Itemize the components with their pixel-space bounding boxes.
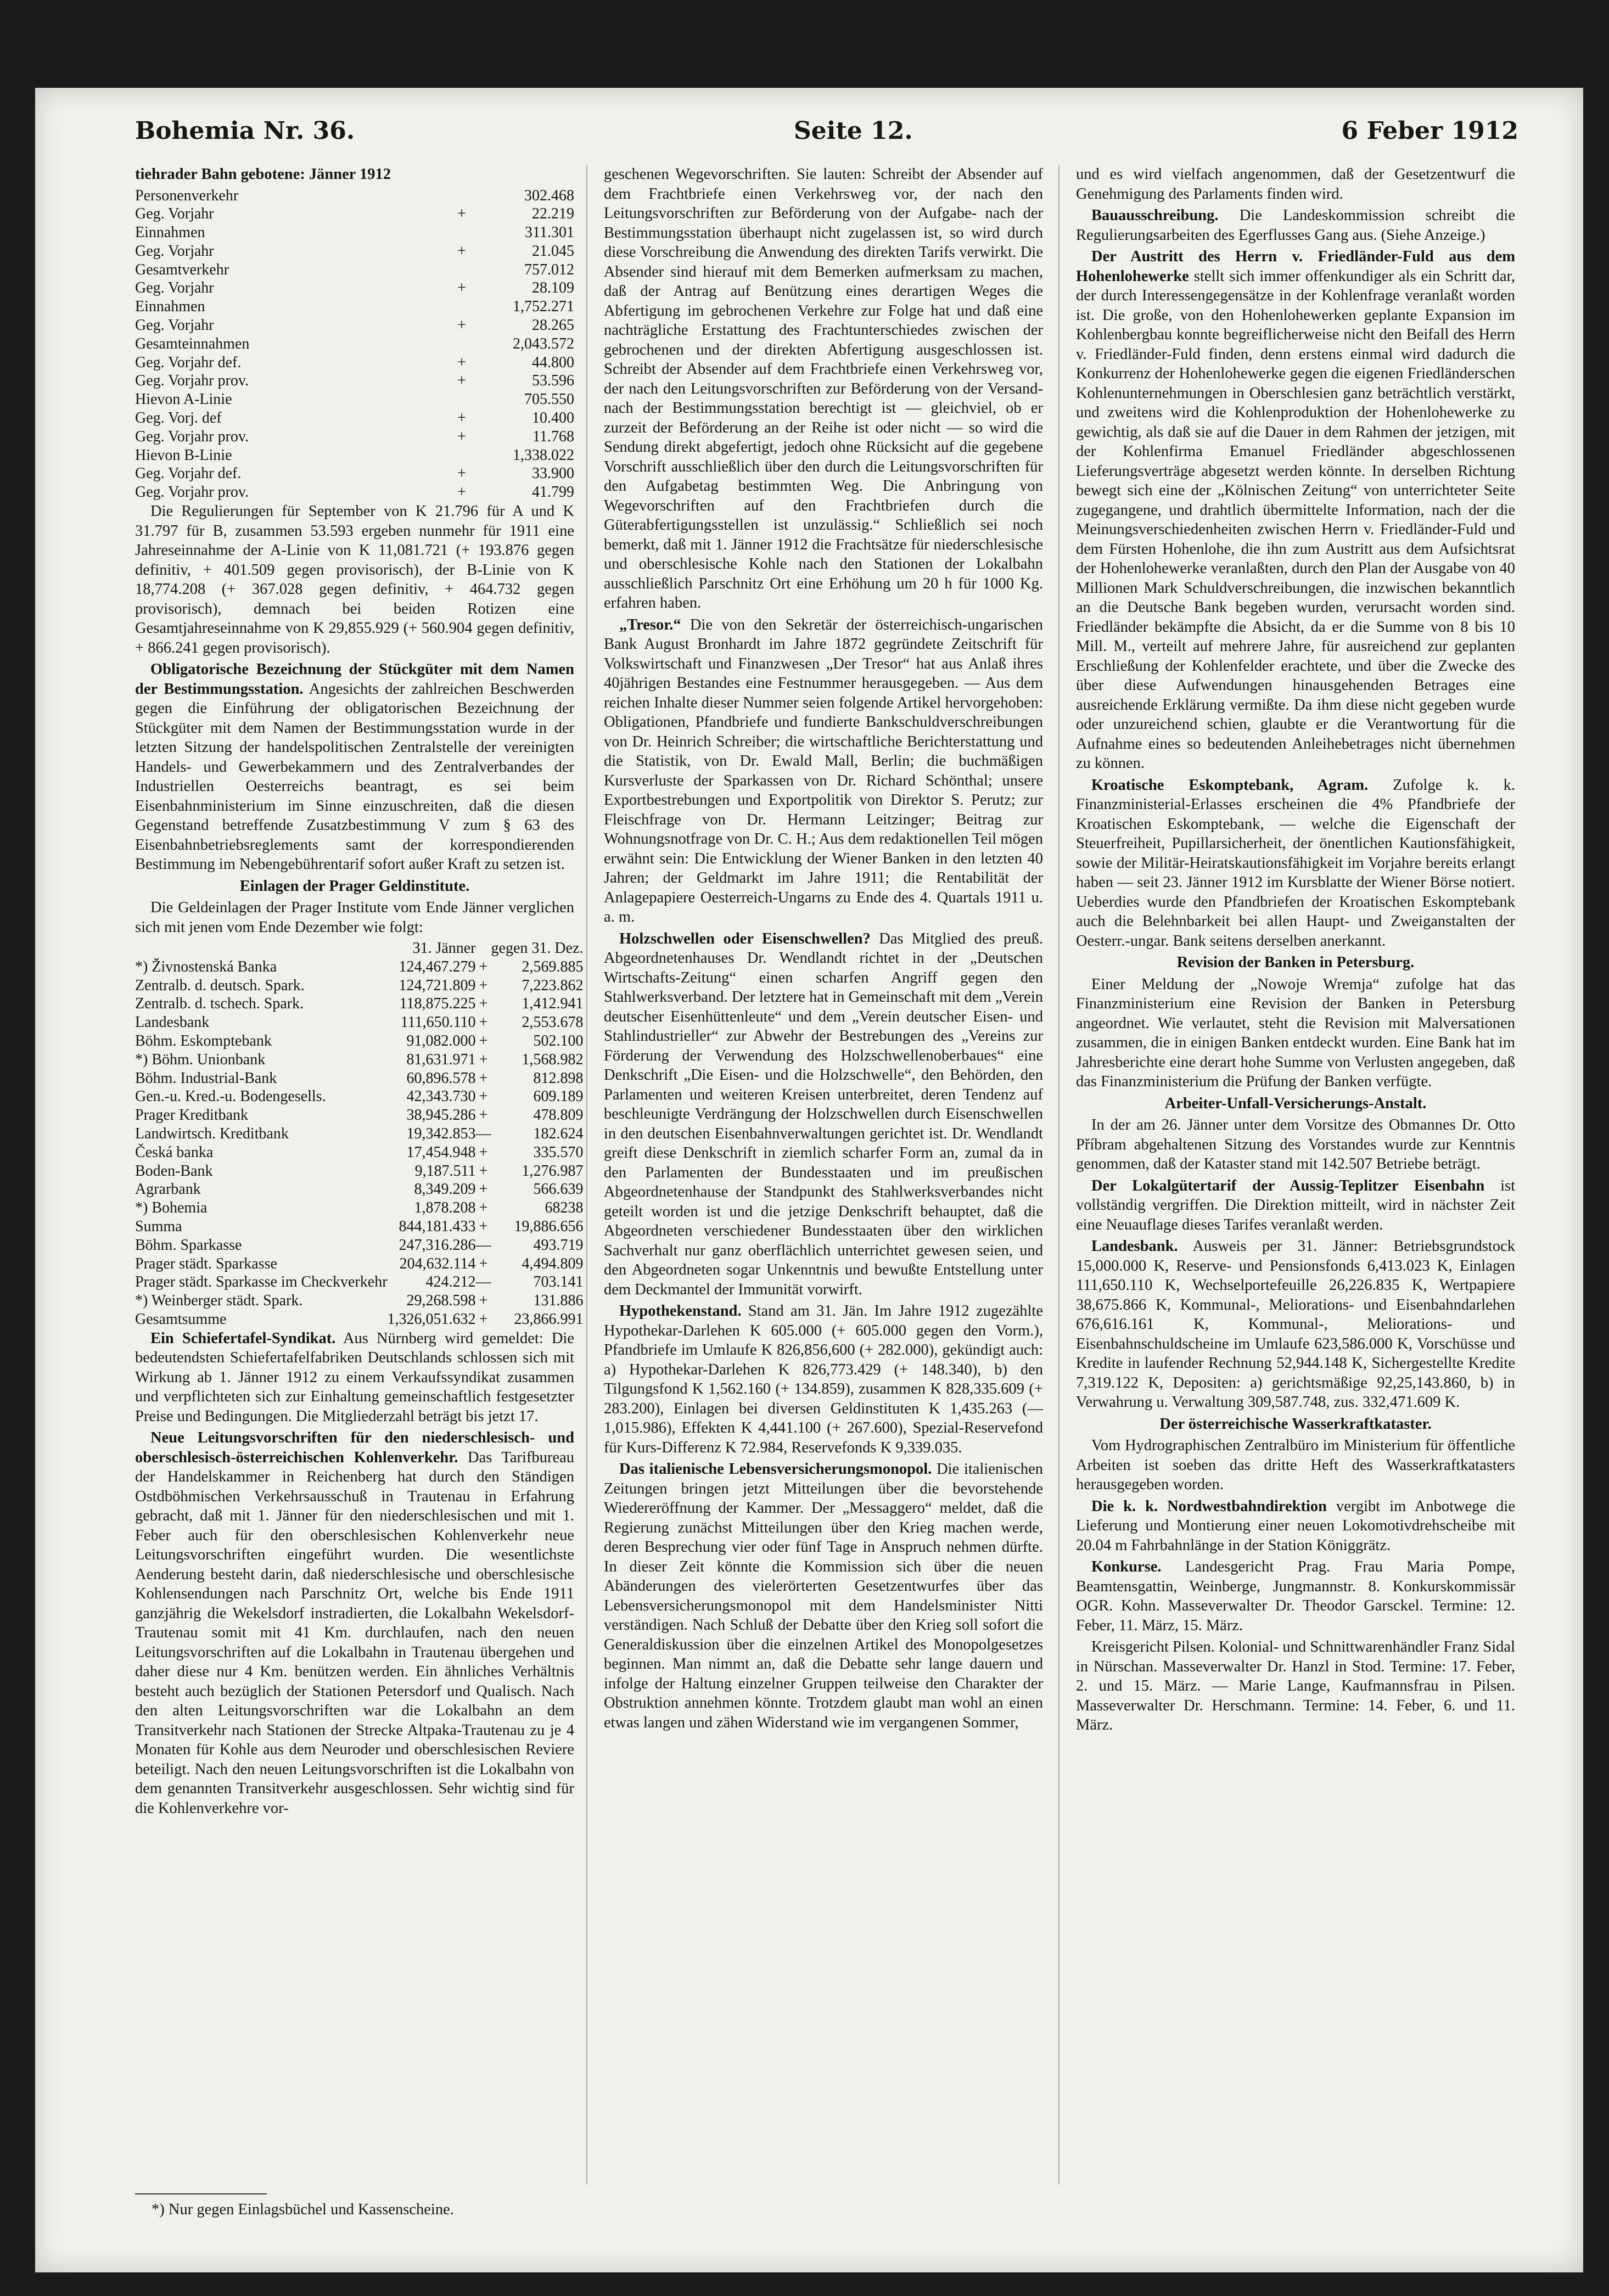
- row-delta: 4,494.809: [522, 1255, 584, 1272]
- row-sign: +: [479, 1292, 488, 1310]
- row-value: 81,631.971: [406, 1051, 476, 1068]
- row-value: 111,650.110: [400, 1014, 476, 1031]
- row-label: Landwirtsch. Kreditbank: [135, 1125, 289, 1143]
- row-value: 22.219: [532, 205, 574, 223]
- row-value: 28.265: [532, 317, 574, 334]
- row-sign: +: [479, 1069, 488, 1087]
- row-label: Geg. Vorjahr: [135, 242, 214, 260]
- column-1: [135, 165, 584, 1820]
- row-delta: 182.624: [533, 1125, 584, 1143]
- article-heading: Obligatorische Bezeichnung der Stückgüter mit dem Namen der Bestimmungsstation.: [135, 661, 574, 698]
- row-label: Geg. Vorjahr def.: [135, 353, 242, 371]
- row-label: Prager städt. Sparkasse im Checkverkehr: [135, 1273, 388, 1291]
- article-heading: Neue Leitungsvorschriften für den niederschlesisch- und oberschlesisch-österreichischen Kohlenverkehr.: [135, 1429, 574, 1466]
- row-value: 302.468: [524, 187, 574, 204]
- row-sign: +: [457, 372, 466, 390]
- row-value: 1,338.022: [513, 446, 574, 464]
- article-text: Die Regulierungen für September von K 21.796 für A und K 31.797 für B, zusammen 53.593 ergeben nunmehr für 1911 eine Jahreseinnahme der A-Linie von K 11,081.721 (+ 193.876 gegen definitiv, + 401.509 gegen provisorisch), der B-Linie von K 18,774.208 (+ 367.028 gegen definitiv, + 464.732 gegen provisorisch), demnach bei beiden Rotizen eine Gesamtjahreseinnahme von K 29,855.929 (+ 560.904 gegen definitiv, + 866.241 gegen provisorisch).: [135, 503, 574, 656]
- row-delta: 335.570: [533, 1143, 584, 1161]
- row-label: *) Weinberger städt. Spark.: [135, 1292, 303, 1310]
- row-value: 124,467.279: [399, 958, 476, 975]
- row-sign: +: [479, 1143, 488, 1161]
- article-text: ist vollständig vergriffen. Die Direktion mitteilt, wird in nächster Zeit eine Neuauflage dieses Tarifes veranlaßt werden.: [1076, 1177, 1515, 1233]
- row-label: Böhm. Sparkasse: [135, 1236, 242, 1254]
- article-heading: Der Austritt des Herrn v. Friedländer-Fuld aus dem Hohenlohewerke: [1076, 248, 1515, 285]
- row-sign: +: [457, 428, 466, 445]
- row-sign: —: [475, 1236, 491, 1254]
- row-value: 204,632.114: [399, 1255, 476, 1272]
- table-row: [135, 1087, 583, 1106]
- article-text: geschenen Wegevorschriften. Sie lauten: Schreibt der Absender auf dem Frachtbriefe einen Verkehrsweg vor, der nach den Leitungsvorschriften zur Beförderung von der Aufgabe- nach der Bestimmungsstation überhaupt nicht zugelassen ist, so wird durch diese Vorschreibung die Anwendung des direkten Tarifs verwirkt. Die Absender sind hierauf mit dem Bemerken aufmerksam zu machen, daß der Antrag auf Benützung eines derartigen Weges die Abfertigung im gebrochenen Verkehre zur Folge hat und daß eine nachträgliche Erstattung des Frachtunterschiedes zwischen der gebrochenen und der direkten Abfertigung ausgeschlossen ist. Schreibt der Absender auf dem Frachtbriefe einen Verkehrsweg vor, der nach den Leitungsvorschriften zur Beförderung von der Versand- nach der Bestimmungsstation berechtigt ist — gleichviel, ob er zurzeit der Beförderung an der Reihe ist oder nicht — so wird die Sendung direkt abgefertigt, jedoch ohne Rücksicht auf die gegebene Vorschrift ausschließlich über den durch die Leitungsvorschriften für den Aufgabetag bestimmten Weg. Die Anbringung von Wegevorschriften auf den Frachtbriefen durch die Güterabfertigungsstellen ist unzulässig.“ Schließlich sei noch bemerkt, daß mit 1. Jänner 1912 die Frachtsätze für niederschlesische und oberschlesische Kohle nach den Stationen der Lokalbahn ausschließlich Parschnitz Ort eine Erhöhung um 20 h für 1000 Kg. erfahren haben.: [604, 166, 1043, 611]
- table-row: [135, 1310, 583, 1329]
- article-heading: Revision der Banken in Petersburg.: [1176, 954, 1415, 971]
- row-label: Hievon A-Linie: [135, 391, 232, 408]
- column-3: [1076, 165, 1515, 1737]
- table-row: [135, 205, 574, 223]
- article-heading: Holzschwellen oder Eisenschwellen?: [619, 930, 871, 947]
- row-value: 8,349.209: [414, 1181, 476, 1198]
- row-delta: 1,276.987: [522, 1162, 584, 1180]
- row-sign: +: [479, 1199, 488, 1217]
- row-value: 17,454.948: [406, 1143, 476, 1161]
- table-row: [135, 464, 574, 483]
- row-label: Einnahmen: [135, 224, 205, 242]
- header-title: Bohemia Nr. 36.: [135, 117, 355, 145]
- row-sign: +: [457, 317, 466, 334]
- row-sign: +: [457, 242, 466, 260]
- row-delta: 23,866.991: [514, 1310, 584, 1328]
- row-value: 42,343.730: [406, 1088, 476, 1105]
- article-text: Kreisgericht Pilsen. Kolonial- und Schnittwarenhändler Franz Sidal in Nürschan. Masseverwalter Dr. Hanzl in Stod. Termine: 17. Feber, 2. und 15. März. — Marie Lange, Kaufmannsfrau in Pilsen. Masseverwalter Dr. Herschmann. Termine: 14. Feber, 6. und 11. März.: [1076, 1638, 1515, 1733]
- table-row: [135, 242, 574, 261]
- table-row: [135, 390, 574, 409]
- row-label: Landesbank: [135, 1014, 210, 1031]
- table-row: [135, 1162, 583, 1181]
- column-divider: [586, 165, 587, 2185]
- table-row: [135, 372, 574, 390]
- row-value: 60,896.578: [406, 1069, 476, 1087]
- row-label: *) Böhm. Unionbank: [135, 1051, 266, 1068]
- row-sign: +: [457, 353, 466, 371]
- row-delta: 703.141: [533, 1273, 584, 1291]
- row-sign: +: [479, 1051, 488, 1068]
- row-label: Einnahmen: [135, 298, 205, 316]
- row-value: 44.800: [532, 353, 574, 371]
- article-text: In der am 26. Jänner unter dem Vorsitze des Obmannes Dr. Otto Příbram abgehaltenen Sitzung des Vorstandes wurde zur Kenntnis genommen, daß der Kataster stand mit 142.507 Betriebe beträgt.: [1076, 1116, 1515, 1172]
- row-label: Geg. Vorjahr def.: [135, 465, 242, 482]
- row-value: 124,721.809: [399, 976, 476, 994]
- row-sign: +: [479, 1218, 488, 1235]
- row-sign: +: [479, 1310, 488, 1328]
- row-value: 11.768: [532, 428, 574, 445]
- row-label: Česká banka: [135, 1143, 214, 1161]
- row-label: Summa: [135, 1218, 182, 1235]
- row-delta: 1,568.982: [522, 1051, 584, 1068]
- article-text: Die italienischen Zeitungen bringen jetzt Mitteilungen über die bevorstehende Wiedereröffnung der Kammer. Der „Messaggero“ meldet, daß die Regierung zunächst Mitteilungen über den Krieg machen werde, deren Besprechung vier oder fünf Tage in Anspruch nehmen dürfte. In dieser Zeit könnte die Kommission sich über die neuen Abänderungen des vielerörterten Gesetzentwurfes über das Lebensversicherungsmonopol mit dem Handelsminister Nitti verständigen. Nach Schluß der Debatte über den Krieg soll sofort die Generaldiskussion über die einzelnen Artikel des Monopolgesetzes beginnen. Man nimmt an, daß die Debatte sehr lange dauern und infolge der Haltung einzelner Gruppen teilweise den Charakter der Obstruktion annehmen könnte. Trotzdem glaubt man wohl an einen etwas langen und zähen Widerstand wie im vergangenen Sommer,: [604, 1461, 1043, 1731]
- row-delta: 7,223.862: [522, 976, 584, 994]
- row-delta: 68238: [545, 1199, 584, 1217]
- article-heading: „Tresor.“: [619, 616, 681, 633]
- row-sign: +: [479, 1181, 488, 1198]
- article-heading: Der Lokalgütertarif der Aussig-Teplitzer Eisenbahn: [1091, 1177, 1485, 1194]
- row-delta: 566.639: [533, 1181, 584, 1198]
- row-label: Zentralb. d. tschech. Spark.: [135, 995, 304, 1013]
- row-value: 247,316.286: [399, 1236, 476, 1254]
- row-label: Geg. Vorj. def: [135, 409, 222, 427]
- article-text: Landesgericht Prag. Frau Maria Pompe, Beamtensgattin, Weinberge, Jungmannstr. 8. Konkurskommissär OGR. Kohn. Masseverwalter Dr. Theodor Garsckel. Termine: 12. Feber, 11. März, 15. März.: [1076, 1558, 1516, 1634]
- bank-deposits-table: [135, 939, 583, 1329]
- row-sign: +: [479, 1088, 488, 1105]
- table-row: [135, 223, 574, 242]
- row-value: 311.301: [525, 224, 574, 242]
- row-value: 9,187.511: [414, 1162, 476, 1180]
- row-delta: 2,569.885: [522, 958, 584, 975]
- article-heading: Landesbank.: [1091, 1238, 1178, 1255]
- table-row: [135, 995, 583, 1013]
- row-delta: 502.100: [533, 1032, 584, 1050]
- row-delta: 2,553.678: [522, 1014, 584, 1031]
- row-label: Gesamteinnahmen: [135, 335, 250, 352]
- article-text: Das Tarifbureau der Handelskammer in Reichenberg hat durch den Ständigen Ostdböhmischen Verkehrsausschuß in Trautenau in Erfahrung gebracht, daß mit 1. Jänner für den niederschlesischen und mit 1. Feber auch für den oberschlesischen Kohlenverkehr neue Leitungsvorschriften eingeführt wurden. Die wesentlichste Aenderung besteht darin, daß niederschlesische und oberschlesische Kohlensendungen nach Parschnitz Ort, welche bis Ende 1911 ganzjährig die Wekelsdorf instradierten, die Lokalbahn Wekelsdorf-Trautenau somit mit 41 Km. durchlaufen, nach den neuen Leitungsvorschriften auf die Lokalbahn in Trautenau übergehen und daher diese nur 4 Km. benützen werden. Ein ähnliches Verhältnis besteht auch bezüglich der Stationen Petersdorf und Qualisch. Nach den alten Leitungsvorschriften war die Lokalbahn an dem Transitverkehr nach Stationen der Strecke Altpaka-Trautenau zu je 4 Monaten für Kohle aus dem Neuroder und oberschlesischen Reviere beteiligt. Nach den neuen Leitungsvorschriften ist die Lokalbahn von dem genannten Transitverkehr ausgeschlossen. Sehr wichtig sind für die Kohlenverkehre vor-: [135, 1449, 574, 1817]
- table-row: [135, 353, 574, 372]
- table-row: [135, 297, 574, 316]
- table-row: [135, 1143, 583, 1162]
- article-text: und es wird vielfach angenommen, daß der Gesetzentwurf die Genehmigung des Parlaments finden wird.: [1076, 166, 1515, 203]
- article-heading: Kroatische Eskomptebank, Agram.: [1091, 776, 1369, 794]
- row-value: 757.012: [524, 261, 574, 278]
- row-sign: +: [457, 205, 466, 223]
- article-text: Die Landeskommission schreibt die Regulierungsarbeiten des Egerflusses Gang aus. (Siehe Anzeige.): [1076, 207, 1515, 244]
- article-text: Ausweis per 31. Jänner: Betriebsgrundstock 15,000.000 K, Reserve- und Pensionsfonds 6,413.023 K, Einlagen 111,650.110 K, Wechselportefeuille 26,226.835 K, Wertpapiere 38,675.866 K, Kommunal-, Meliorations- und Eisenbahndarlehen 676,616.161 K, Kommunal-, Meliorations- und Eisenbahnschuldscheine im Umlaufe 623,586.000 K, Vorschüsse und Kredite in laufender Rechnung 52,944.148 K, Sichergestellte Kredite 7,319.122 K, Depositen: a) gerichtsmäßige 92,25,143.860, b) in Verwahrung u. Verwaltung 309,587.748, zus. 332,471.609 K.: [1076, 1238, 1515, 1411]
- row-label: Geg. Vorjahr prov.: [135, 428, 249, 445]
- column-divider: [1058, 165, 1059, 2185]
- article-heading: Hypothekenstand.: [619, 1303, 742, 1320]
- row-sign: [453, 261, 470, 279]
- row-value: 10.400: [532, 409, 574, 427]
- row-label: Hievon B-Linie: [135, 446, 232, 464]
- footnote-rule: [135, 2193, 267, 2194]
- article-heading: Das italienische Lebensversicherungsmonopol.: [619, 1461, 932, 1478]
- row-delta: 609.189: [533, 1088, 584, 1105]
- row-sign: +: [457, 279, 466, 297]
- table-row: [135, 316, 574, 335]
- row-label: Geg. Vorjahr: [135, 317, 214, 334]
- row-value: 21.045: [532, 242, 574, 260]
- table-row: [135, 1273, 583, 1292]
- article-text: Aus Nürnberg wird gemeldet: Die bedeutendsten Schiefertafelfabriken Deutschlands schlossen sich mit Wirkung ab 1. Jänner 1912 zu einem Verkaufssyndikat zusammen und verpflichteten sich zur Einhaltung gemeinschaftlich festgesetzter Preise und Bedingungen. Die Mitgliederzahl beträgt bis jetzt 17.: [135, 1329, 574, 1425]
- row-sign: [453, 446, 470, 465]
- row-value: 33.900: [532, 465, 574, 482]
- article-heading: Die k. k. Nordwestbahndirektion: [1091, 1497, 1327, 1515]
- row-delta: 1,412.941: [522, 995, 584, 1013]
- row-label: Gesamtsumme: [135, 1310, 227, 1328]
- bank-col-jan: 31. Jänner: [412, 940, 476, 957]
- row-label: Geg. Vorjahr prov.: [135, 372, 249, 390]
- row-sign: +: [479, 958, 488, 975]
- row-value: 424.212: [425, 1273, 476, 1291]
- footnote: *) Nur gegen Einlagsbüchel und Kassenscheine.: [152, 2201, 454, 2218]
- railway-revenue-table: [135, 187, 574, 502]
- row-label: Boden-Bank: [135, 1162, 213, 1180]
- row-sign: +: [457, 465, 466, 482]
- bank-col-dec: gegen 31. Dez.: [491, 940, 584, 957]
- row-delta: 493.719: [533, 1236, 584, 1254]
- article-heading: Ein Schiefertafel-Syndikat.: [150, 1329, 336, 1347]
- row-label: Böhm. Industrial-Bank: [135, 1069, 277, 1087]
- row-label: Prager städt. Sparkasse: [135, 1255, 277, 1272]
- table-row: [135, 1069, 583, 1088]
- article-text: Das Mitglied des preuß. Abgeordnetenhauses Dr. Wendlandt richtet in der „Deutschen Wirtschafts-Zeitung“ einen scharfen Angriff gegen den Stahlwerksverband. Der letztere hat in Gemeinschaft mit dem „Verein deutscher Eisenhüttenleute“ und dem „Verein deutscher Eisen- und Stahlindustrieller“ zur Abwehr der Bestrebungen des „Vereins zur Förderung der Verwendung des Holzschwellenoberbaues“ eine Denkschrift „Die Eisen- und die Holzschwelle“, den Behörden, den Parlamenten und weiteren Kreisen unterbreitet, deren Tendenz auf beschleunigte Verdrängung der Holzschwellen durch Eisenschwellen in den deutschen Eisenbahnverwaltungen gerichtet ist. Dr. Wendlandt greift diese Denkschrift in ziemlich scharfer Form an, zumal da in den Parlamenten der Bundesstaaten und im preußischen Abgeordnetenhause der Standpunkt des Stahlwerksverbandes nicht geteilt worden ist und die jetzige Denkschrift behauptet, daß die Abgeordneten verschiedener Bundesstaaten über den wirklichen Sachverhalt nur ganz oberflächlich unterrichtet gewesen seien, und den Abgeordneten sogar Unkenntnis und bewußte Entstellung unter dem Deckmantel der Immunität vorwirft.: [604, 930, 1043, 1298]
- table-row: [135, 976, 583, 995]
- table-row: [135, 1180, 583, 1199]
- row-delta: 19,886.656: [514, 1218, 584, 1235]
- table-row: [135, 1106, 583, 1125]
- row-sign: +: [457, 484, 466, 501]
- row-label: Geg. Vorjahr: [135, 205, 214, 223]
- row-delta: 131.886: [533, 1292, 584, 1310]
- table-row: [135, 279, 574, 297]
- row-sign: +: [479, 1014, 488, 1031]
- row-value: 38,945.286: [406, 1107, 476, 1124]
- table-row: [135, 409, 574, 428]
- railway-intro: tiehrader Bahn gebotene: Jänner 1912: [135, 166, 391, 183]
- row-sign: +: [479, 1162, 488, 1180]
- row-sign: +: [479, 976, 488, 994]
- row-value: 53.596: [532, 372, 574, 390]
- row-label: Gen.-u. Kred.-u. Bodengesells.: [135, 1088, 326, 1105]
- row-value: 19,342.853: [406, 1125, 476, 1143]
- row-value: 118,875.225: [399, 995, 476, 1013]
- row-sign: —: [475, 1273, 491, 1291]
- row-label: *) Bohemia: [135, 1199, 208, 1217]
- article-text: Die Geldeinlagen der Prager Institute vom Ende Jänner verglichen sich mit jenen vom Ende Dezember wie folgt:: [135, 899, 574, 936]
- article-heading: Konkurse.: [1091, 1558, 1162, 1575]
- row-value: 2,043.572: [513, 335, 574, 352]
- table-row: [135, 187, 574, 205]
- row-value: 705.550: [524, 391, 574, 408]
- row-value: 1,878.208: [414, 1199, 476, 1217]
- row-label: Prager Kreditbank: [135, 1107, 249, 1124]
- article-heading: Der österreichische Wasserkraftkataster.: [1159, 1415, 1432, 1433]
- row-sign: +: [457, 409, 466, 427]
- article-heading: Arbeiter-Unfall-Versicherungs-Anstalt.: [1164, 1094, 1427, 1112]
- row-delta: 478.809: [533, 1107, 584, 1124]
- table-row: [135, 1051, 583, 1069]
- table-row: [135, 958, 583, 976]
- row-label: Gesamtverkehr: [135, 261, 229, 278]
- row-label: Personenverkehr: [135, 187, 239, 204]
- row-value: 91,082.000: [406, 1032, 476, 1050]
- table-row: [135, 446, 574, 465]
- table-row: [135, 1292, 583, 1310]
- row-value: 28.109: [532, 279, 574, 297]
- row-sign: +: [479, 1107, 488, 1124]
- column-2: [604, 165, 1043, 1734]
- row-sign: +: [479, 1032, 488, 1050]
- table-row: [135, 1199, 583, 1217]
- article-text: Vom Hydrographischen Zentralbüro im Ministerium für öffentliche Arbeiten ist soeben das dritte Heft des Wasserkraftkatasters herausgegeben worden.: [1076, 1437, 1515, 1493]
- row-value: 29,268.598: [406, 1292, 476, 1310]
- table-row: [135, 1125, 583, 1143]
- row-value: 844,181.433: [399, 1218, 476, 1235]
- article-text: vergibt im Anbotwege die Lieferung und Montierung einer neuen Lokomotivdrehscheibe mit 20.04 m Fahrbahnlänge in der Station Königgrätz.: [1076, 1497, 1515, 1554]
- table-row: [135, 428, 574, 446]
- row-sign: [453, 187, 470, 205]
- table-row: [135, 335, 574, 353]
- row-label: *) Živnostenská Banka: [135, 958, 277, 975]
- row-label: Geg. Vorjahr prov.: [135, 484, 249, 501]
- row-value: 1,326,051.632: [387, 1310, 476, 1328]
- header-page-number: Seite 12.: [794, 117, 913, 145]
- article-text: Stand am 31. Jän. Im Jahre 1912 zugezählte Hypothekar-Darlehen K 605.000 (+ 605.000 gegen den Vorm.), Pfandbriefe im Umlaufe K 826,856,600 (+ 282.000), gekündigt auch: a) Hypothekar-Darlehen K 826,773.429 (+ 148.340), b) den Tilgungsfond K 1,562.160 (+ 134.859), zusammen K 828,335.609 (+ 283.200), Einlagen bei diversen Geldinstituten K 1,435.263 (— 1,015.986), Effekten K 4,441.100 (+ 267.600), Spezial-Reservefond für Kurs-Differenz K 72.984, Reservefonds K 9,339.035.: [604, 1303, 1043, 1456]
- row-sign: +: [479, 1255, 488, 1272]
- row-sign: [453, 335, 470, 353]
- table-row: [135, 483, 574, 502]
- row-delta: 812.898: [533, 1069, 584, 1087]
- article-text: Die von den Sekretär der österreichisch-ungarischen Bank August Bronhardt im Jahre 1872 gegründete Zeitschrift für Volkswirtschaft und Finanzwesen „Der Tresor“ hat aus Anlaß ihres 40jährigen Bestandes eine Festnummer herausgegeben. — Aus dem reichen Inhalte dieser Nummer seien folgende Artikel hervorgehoben: Obligationen, Pfandbriefe und fundierte Bankschuldverschreibungen von Dr. Heinrich Schreiber; die wirtschaftliche Berichterstattung und die Statistik, von Dr. Ewald Mall, Berlin; die buchmäßigen Kursverluste der Sparkassen von Dr. Richard Schönthal; unsere Exportbestrebungen und Exportpolitik von Direktor S. Perutz; zur Fleischfrage von Dr. Hermann Leitzinger; Beitrag zur Wohnungsnotfrage von Dr. C. H.; Aus dem redaktionellen Teil mögen erwähnt sein: Die Entwicklung der Wiener Banken in den letzten 40 Jahren; der Geldmarkt im Jahre 1911; die Rentabilität der Anlagepapiere Oesterreich-Ungarns zu Ende des 4. Quartals 1911 u. a. m.: [604, 616, 1043, 925]
- article-heading: Bauausschreibung.: [1091, 207, 1219, 224]
- row-sign: [453, 223, 470, 242]
- row-sign: —: [475, 1125, 491, 1143]
- header-date: 6 Feber 1912: [1341, 117, 1518, 145]
- article-text: Einer Meldung der „Nowoje Wremja“ zufolge hat das Finanzministerium eine Revision der Banken in Petersburg angeordnet. Wie verlautet, steht die Revision mit Malversationen zusammen, die in einigen Banken entdeckt wurden. Eine Bank hat im Jahresberichte eine derart hohe Summe von Verlusten angegeben, daß das Finanzministerium die Prüfung der Banken verfügte.: [1076, 975, 1515, 1090]
- row-sign: [453, 390, 470, 409]
- row-sign: +: [479, 995, 488, 1013]
- row-label: Geg. Vorjahr: [135, 279, 214, 297]
- row-value: 1,752.271: [513, 298, 574, 316]
- article-text: stellt sich immer offenkundiger als ein Schritt dar, der durch Interessengegensätze in der Kohlenfrage veranlaßt worden ist. Die große, von den Hohenlohewerken geplante Expansion im Kohlenbergbau konnte begreiflicherweise nicht den Beifall des Herrn v. Friedländer-Fuld finden, denn erstens einmal wird dadurch die Konkurrenz der Hohenlohewerke gegen die eigenen Friedländerschen Kohlenunternehmungen in Oberschlesien ganz beträchtlich verstärkt, und zweitens wird die Kohlenproduktion der Hohenlohewerke zu gewichtig, als daß sie auf die Dauer in dem Rahmen der jetzigen, mit der Kohlenfirma Emanuel Friedländer abgeschlossenen Lieferungsverträge abgesetzt werden könnte. In derselben Richtung bewegt sich eine der „Kölnischen Zeitung“ von unterrichteter Seite zugegangene, und drahtlich übermittelte Information, nach der die Meinungsverschiedenheiten zwischen Herrn v. Friedländer-Fuld und dem Fürsten Hohenlohe, die ihn zum Austritt aus dem Aufsichtsrat der Hohenlohewerke veranlaßten, durch den Plan der Ausgabe von 40 Millionen Mark Schuldverschreibungen, die inzwischen bekanntlich an die Deutsche Bank begeben wurden, verursacht worden sind. Friedländer bekämpfte die Absicht, da er die Summe von 8 bis 10 Mill. M., verteilt auf mehrere Jahre, für ausreichend zur geplanten Erschließung der Kohlenfelder erachtete, und über die Zwecke des über diese Aufwendungen hinausgehenden Betrages eine ausreichende Erklärung vermißte. Da ihm diese nicht gegeben wurde oder unzureichend schien, glaubte er die Verantwortung für die Aufnahme eines so bedeutenden Anleihebetrages nicht übernehmen zu können.: [1076, 267, 1515, 772]
- article-text: Angesichts der zahlreichen Beschwerden gegen die Einführung der obligatorischen Bezeichnung der Stückgüter mit dem Namen der Bestimmungsstation wurde in der letzten Sitzung der handelspolitischen Zentralstelle der vereinigten Handels- und Gewerbekammern und des Zentralverbandes der Industriellen Oesterreichs beantragt, es sei beim Eisenbahnministerium im Sinne einzuschreiten, daß die diesen Gegenstand betreffende Zusatzbestimmung V zum § 63 des Eisenbahnbetriebsreglements samt der korrespondierenden Bestimmung im Nebengebührentarif sofort außer Kraft zu setzen ist.: [135, 680, 574, 873]
- table-row: [135, 1236, 583, 1255]
- row-label: Böhm. Eskomptebank: [135, 1032, 272, 1050]
- row-label: Zentralb. d. deutsch. Spark.: [135, 976, 305, 994]
- table-row: [135, 261, 574, 279]
- table-row: [135, 1013, 583, 1032]
- row-sign: [453, 297, 470, 316]
- table-row: [135, 1217, 583, 1236]
- article-heading: Einlagen der Prager Geldinstitute.: [239, 877, 470, 895]
- row-label: Agrarbank: [135, 1181, 201, 1198]
- table-row: [135, 1255, 583, 1273]
- page-header: [135, 117, 1518, 155]
- row-value: 41.799: [532, 484, 574, 501]
- table-row: [135, 1032, 583, 1051]
- article-text: Zufolge k. k. Finanzministerial-Erlasses erscheinen die 4% Pfandbriefe der Kroatischen Eskomptebank, — welche die Eigenschaft der Steuerfreiheit, Pupillarsicherheit, der önentlichen Kautionsfähigkeit, sowie der Militär-Heiratskautionsfähigkeit im Vorjahre bereits erlangt haben — seit 23. Jänner 1912 im Kursblatte der Wiener Börse notiert. Ueberdies wurde den Pfandbriefen der Kroatischen Eskomptebank auch die Belehnbarkeit bei allen Haupt- und Zweiganstalten der Oesterr.-ungar. Bank seitens derselben anerkannt.: [1076, 776, 1515, 950]
